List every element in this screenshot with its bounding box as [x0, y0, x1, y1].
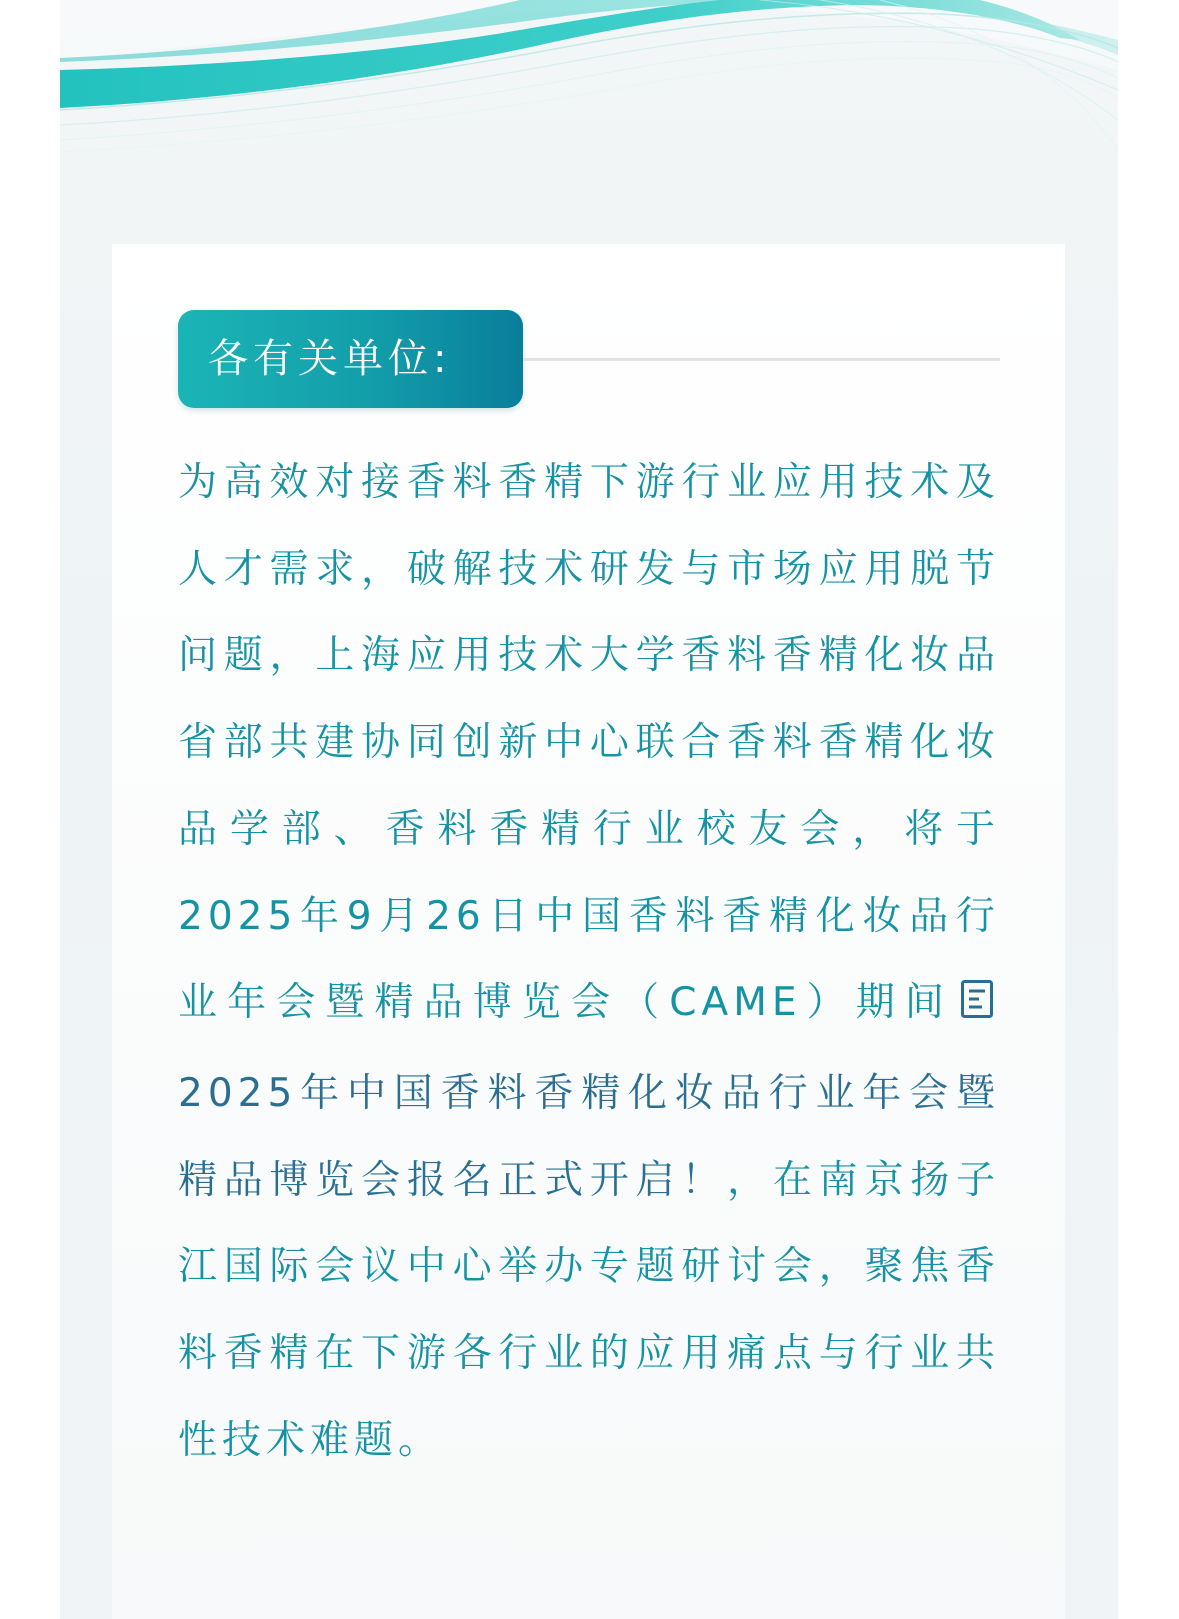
recipient-label: 各有关单位:: [208, 336, 452, 382]
body-text-intro: 为高效对接香料香精下游行业应用技术及人才需求，破解技术研发与市场应用脱节问题，上海应用技术大学香料香精化妆品省部共建协同创新中心联合香料香精化妆品学部、香料香精行业校友会，将于2025年9月26日中国香料香精化妆品行业年会暨精品博览会（CAME）期间: [178, 460, 1000, 1026]
notice-header: [178, 310, 1000, 408]
registration-article-link[interactable]: 2025年中国香料香精化妆品行业年会暨精品博览会报名正式开启！: [178, 1070, 1000, 1203]
article-page: [60, 0, 1118, 1619]
recipient-badge: [178, 310, 523, 408]
body-text-outro: ，在南京扬子江国际会议中心举办专题研讨会，聚焦香料香精在下游各行业的应用痛点与行业共性技术难题。: [178, 1157, 1000, 1463]
notice-card: [112, 244, 1065, 1619]
document-icon: [960, 964, 994, 1051]
notice-body: [178, 440, 1000, 1484]
header-divider: [523, 358, 1000, 361]
decorative-waves: [60, 0, 1118, 200]
